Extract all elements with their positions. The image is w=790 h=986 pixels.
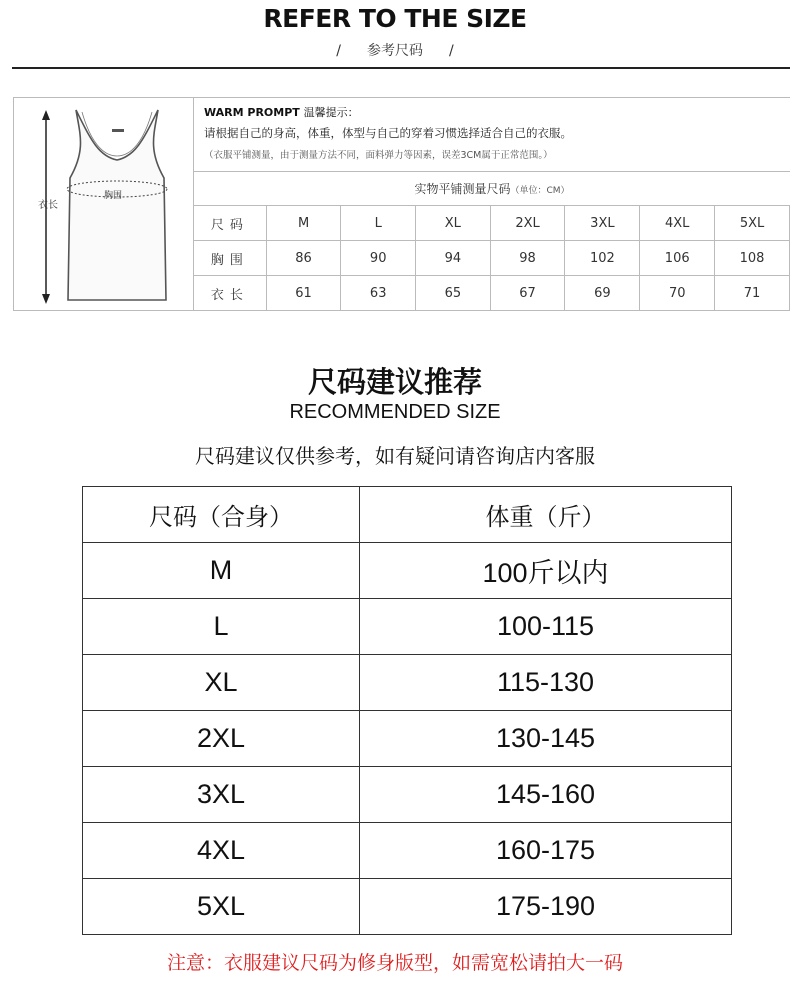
size-cell: 5XL: [715, 206, 790, 241]
chest-cell: 102: [565, 241, 640, 276]
size-info-panel: [13, 97, 790, 311]
rec-size-cell: M: [83, 543, 360, 599]
measurement-unit: （单位：CM）: [510, 186, 570, 196]
page-subtitle: [0, 40, 790, 60]
recommend-title-en: RECOMMENDED SIZE: [289, 401, 501, 423]
table-row: [83, 543, 732, 599]
table-row: [83, 767, 732, 823]
table-row: [194, 206, 790, 241]
size-cell: M: [266, 206, 341, 241]
row-label-chest: 胸围: [194, 241, 267, 276]
length-cell: 67: [490, 276, 565, 311]
size-cell: XL: [416, 206, 491, 241]
chest-cell: 90: [341, 241, 416, 276]
row-label-length: 衣长: [194, 276, 267, 311]
rec-weight-cell: 100斤以内: [360, 543, 732, 599]
size-cell: 2XL: [490, 206, 565, 241]
table-row: [83, 655, 732, 711]
size-cell: 3XL: [565, 206, 640, 241]
chest-cell: 98: [490, 241, 565, 276]
length-cell: 71: [715, 276, 790, 311]
measurement-caption-text: 实物平铺测量尺码: [414, 182, 511, 196]
rec-weight-cell: 115-130: [360, 655, 732, 711]
rec-size-cell: 3XL: [83, 767, 360, 823]
table-row: [194, 241, 790, 276]
rec-size-cell: 5XL: [83, 879, 360, 935]
size-cell: 4XL: [640, 206, 715, 241]
subtitle-text: 参考尺码: [367, 43, 423, 59]
measurement-table: [193, 205, 790, 311]
rec-size-cell: 2XL: [83, 711, 360, 767]
length-cell: 63: [341, 276, 416, 311]
slash-left: /: [336, 43, 341, 59]
rec-weight-cell: 100-115: [360, 599, 732, 655]
rec-weight-cell: 175-190: [360, 879, 732, 935]
slash-right: /: [449, 43, 454, 59]
recommend-title-cn: 尺码建议推荐: [307, 365, 482, 399]
recommend-note: 尺码建议仅供参考，如有疑问请咨询店内客服: [195, 444, 595, 468]
length-cell: 70: [640, 276, 715, 311]
chest-cell: 86: [266, 241, 341, 276]
rec-size-cell: 4XL: [83, 823, 360, 879]
shirt-length-label: 衣长: [38, 200, 58, 211]
chest-cell: 108: [715, 241, 790, 276]
table-row: [194, 276, 790, 311]
rec-size-cell: XL: [83, 655, 360, 711]
table-row: [83, 823, 732, 879]
table-header-row: [83, 487, 732, 543]
warm-prompt-title: [204, 104, 784, 120]
page-title: REFER TO THE SIZE: [263, 4, 527, 33]
warm-prompt-cn: 温馨提示：: [303, 106, 359, 119]
recommend-table: [82, 486, 732, 935]
table-row: [83, 879, 732, 935]
tank-top-diagram: [14, 98, 194, 310]
chest-cell: 106: [640, 241, 715, 276]
warm-prompt-line2: （衣服平铺测量，由于测量方法不同，面料弹力等因素，误差3CM属于正常范围。）: [204, 150, 553, 161]
warm-prompt: [204, 104, 784, 161]
chest-cell: 94: [416, 241, 491, 276]
header-weight: 体重（斤）: [360, 487, 732, 543]
table-row: [83, 711, 732, 767]
header-divider: [12, 67, 790, 69]
rec-weight-cell: 160-175: [360, 823, 732, 879]
warm-prompt-en: WARM PROMPT: [204, 106, 300, 119]
rec-weight-cell: 145-160: [360, 767, 732, 823]
measurement-caption: [193, 171, 790, 206]
length-cell: 65: [416, 276, 491, 311]
length-cell: 61: [266, 276, 341, 311]
rec-weight-cell: 130-145: [360, 711, 732, 767]
warm-prompt-line1: 请根据自己的身高，体重，体型与自己的穿着习惯选择适合自己的衣服。: [204, 126, 572, 140]
row-label-size: 尺码: [194, 206, 267, 241]
header-size: 尺码（合身）: [83, 487, 360, 543]
shirt-chest-label: 胸围: [104, 191, 123, 201]
footer-notice: 注意：衣服建议尺码为修身版型，如需宽松请拍大一码: [166, 952, 623, 974]
size-cell: L: [341, 206, 416, 241]
rec-size-cell: L: [83, 599, 360, 655]
table-row: [83, 599, 732, 655]
length-cell: 69: [565, 276, 640, 311]
